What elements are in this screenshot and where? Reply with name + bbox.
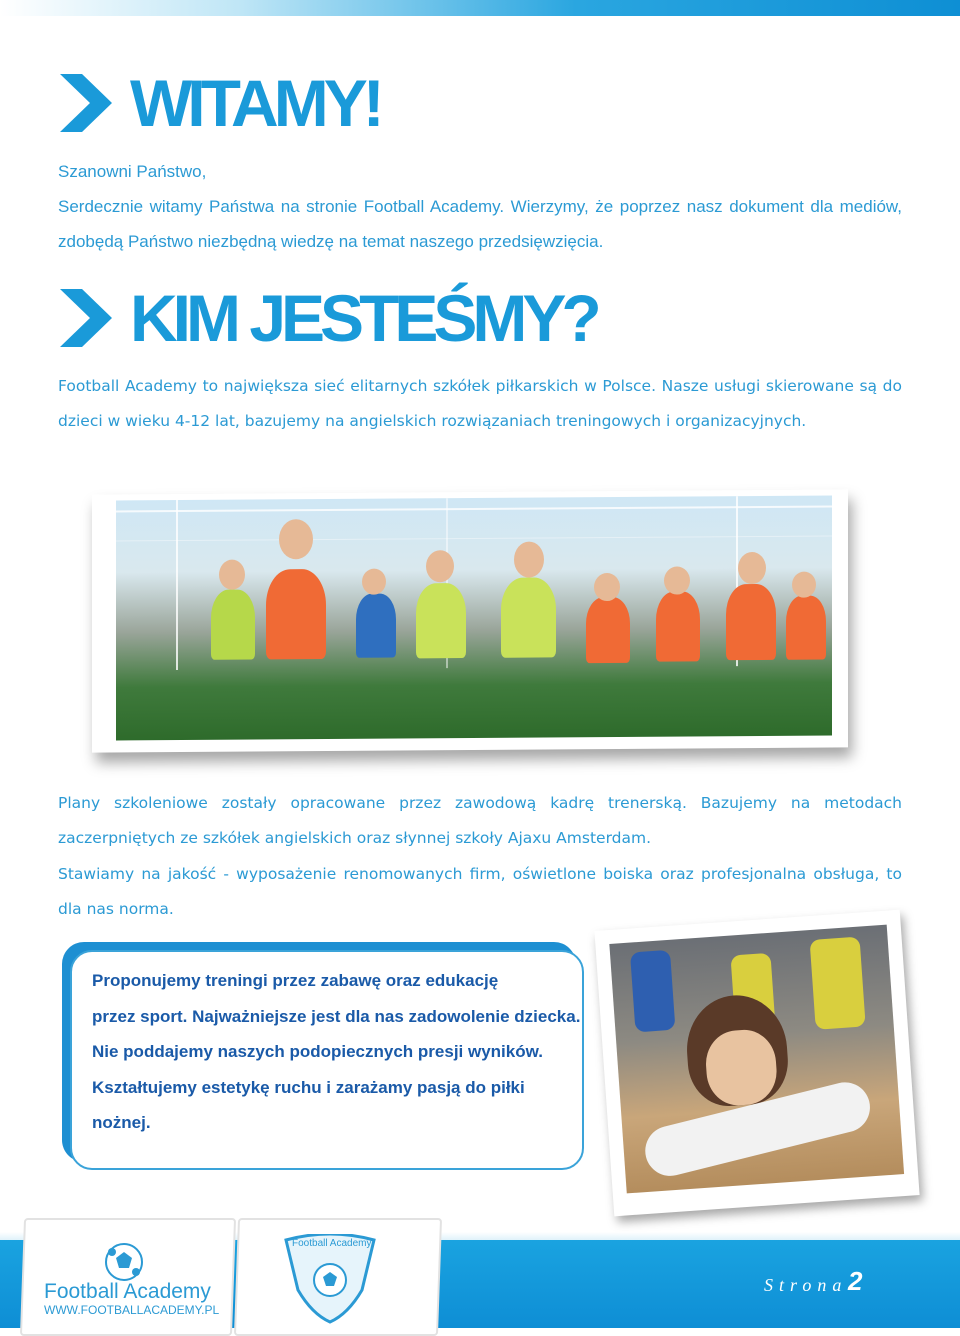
callout-line: Nie poddajemy naszych podopiecznych presji wyników. bbox=[92, 1042, 543, 1061]
shield-name: Football Academy bbox=[292, 1238, 372, 1249]
page-label: Strona bbox=[764, 1275, 848, 1295]
page-number: 2 bbox=[848, 1266, 863, 1296]
football-logo-icon bbox=[104, 1240, 144, 1284]
welcome-heading bbox=[60, 66, 380, 140]
chevron-right-icon bbox=[60, 74, 112, 132]
greeting-text: Szanowni Państwo, bbox=[58, 162, 207, 181]
callout-line: Kształtujemy estetykę ruchu i zarażamy pasją do piłki bbox=[92, 1077, 525, 1097]
who-title: KIM JESTEŚMY? bbox=[130, 281, 597, 355]
callout-line: nożnej. bbox=[92, 1113, 151, 1132]
logo-name: Football Academy bbox=[44, 1280, 211, 1303]
welcome-body: Serdecznie witamy Państwa na stronie Football Academy. Wierzymy, że poprzez nasz dokument dla mediów, zdobędą Państwo niezbędną wiedzę na temat naszego przedsięwzięcia. bbox=[58, 197, 902, 251]
child-photo bbox=[594, 910, 919, 1217]
welcome-title: WITAMY! bbox=[130, 66, 380, 140]
team-photo-image bbox=[116, 495, 832, 740]
callout-line: przez sport. Najważniejsze jest dla nas zadowolenie dziecka. bbox=[92, 1006, 581, 1026]
about-body: Football Academy to największa sieć elitarnych szkółek piłkarskich w Polsce. Nasze usługi skierowane są do dzieci w wieku 4-12 lat, bazujemy na angielskich rozwiązaniach treningowych i organizacyjnych. bbox=[58, 377, 902, 430]
logo-url: WWW.FOOTBALLACADEMY.PL bbox=[44, 1303, 220, 1317]
chevron-right-icon bbox=[60, 289, 112, 347]
callout-line: Proponujemy treningi przez zabawę oraz edukację bbox=[92, 971, 499, 990]
top-gradient-bar bbox=[0, 0, 960, 16]
callout-list bbox=[92, 963, 582, 1141]
training-paragraph-1: Plany szkoleniowe zostały opracowane przez zawodową kadrę trenerską. Bazujemy na metodach zaczerpniętych ze szkółek angielskich oraz słynnej szkoły Ajaxu Amsterdam. bbox=[58, 794, 902, 847]
who-heading bbox=[60, 281, 597, 355]
child-photo-image bbox=[609, 925, 904, 1194]
team-photo bbox=[92, 489, 848, 752]
training-paragraph-2: Stawiamy na jakość - wyposażenie renomowanych firm, oświetlone boiska oraz profesjonalna obsługa, to dla nas norma. bbox=[58, 865, 902, 918]
